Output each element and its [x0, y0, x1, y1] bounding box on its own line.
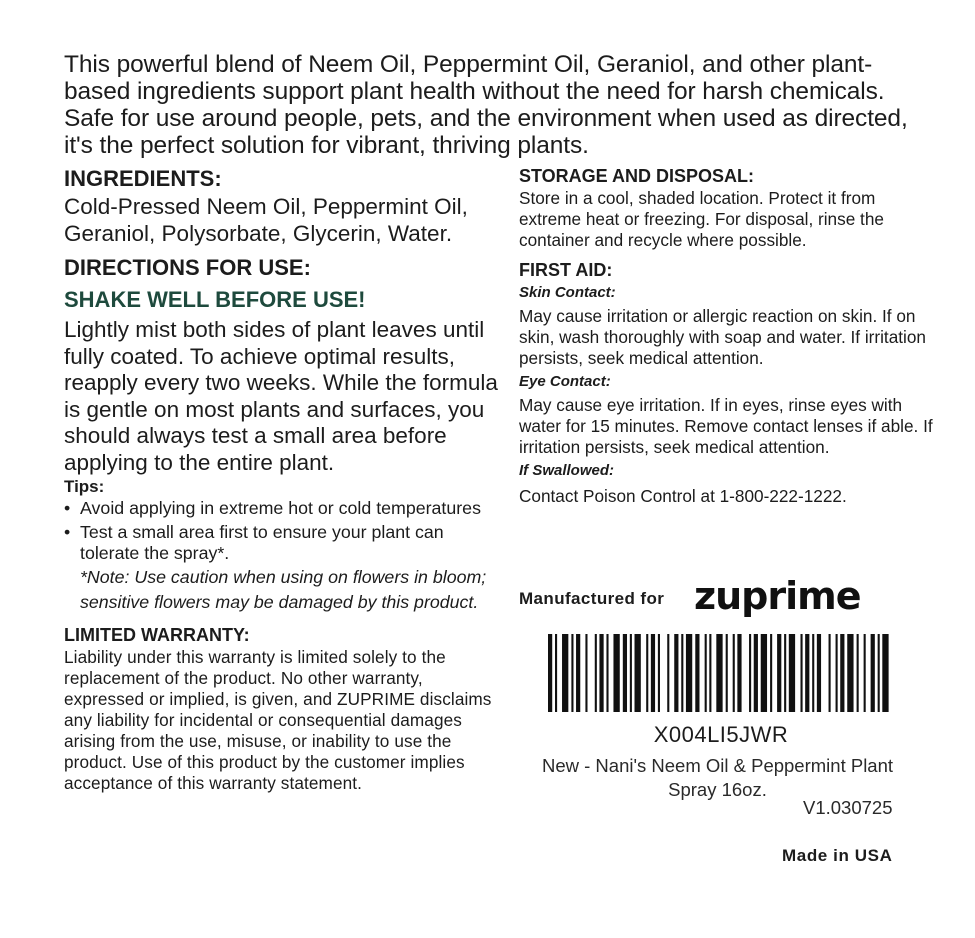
barcode-bar	[857, 634, 859, 712]
barcode-bar	[548, 634, 552, 712]
left-column	[64, 164, 506, 794]
shake-well-heading: SHAKE WELL BEFORE USE!	[64, 287, 366, 312]
barcode-bar	[705, 634, 707, 712]
barcode-bar	[695, 634, 699, 712]
barcode-bar	[817, 634, 821, 712]
product-name: New - Nani's Neem Oil & Peppermint Plant Spray 16oz.	[541, 755, 894, 800]
barcode-image	[548, 634, 894, 712]
barcode-bar	[800, 634, 802, 712]
barcode-bar	[606, 634, 608, 712]
first-aid-heading: FIRST AID:	[519, 260, 613, 280]
swallowed-heading: If Swallowed:	[519, 462, 615, 479]
barcode-bar	[829, 634, 831, 712]
eye-contact-heading: Eye Contact:	[519, 373, 611, 390]
directions-heading: DIRECTIONS FOR USE:	[64, 255, 311, 280]
barcode-bar	[812, 634, 814, 712]
barcode-bar	[651, 634, 655, 712]
zuprime-logo: zuprime	[694, 574, 861, 618]
tip-item: • Test a small area first to ensure your plant can tolerate the spray*.	[64, 522, 506, 564]
barcode-bar	[613, 634, 619, 712]
barcode-bar	[770, 634, 772, 712]
barcode-bar	[667, 634, 669, 712]
barcode-bar	[784, 634, 786, 712]
barcode-bar	[585, 634, 587, 712]
barcode-bar	[836, 634, 838, 712]
barcode-bar	[562, 634, 568, 712]
skin-contact-heading: Skin Contact:	[519, 284, 616, 301]
barcode-bar	[882, 634, 888, 712]
manufacturer-line	[519, 574, 919, 622]
tips-note: *Note: Use caution when using on flowers in bloom; sensitive flowers may be damaged by this product.	[80, 567, 487, 612]
barcode-bar	[635, 634, 641, 712]
barcode-bar	[630, 634, 632, 712]
barcode-bar	[681, 634, 683, 712]
barcode-bar	[864, 634, 866, 712]
barcode-bar	[749, 634, 751, 712]
tips-list	[64, 498, 506, 564]
directions-text: Lightly mist both sides of plant leaves until fully coated. To achieve optimal results, reapply every two weeks. While the formula is gentle on most plants and surfaces, you should always test a small area before applying to the entire plant.	[64, 317, 498, 475]
barcode-bar	[595, 634, 597, 712]
barcode-bar	[716, 634, 722, 712]
barcode-bar	[777, 634, 781, 712]
barcode-number: X004LI5JWR	[653, 722, 789, 747]
storage-text: Store in a cool, shaded location. Protect it from extreme heat or freezing. For disposal, rinse the container and recycle where possible.	[519, 188, 884, 250]
intro-paragraph: This powerful blend of Neem Oil, Peppermint Oil, Geraniol, and other plant-based ingredients support plant health without the need for harsh chemicals. Safe for use around people, pets, and the environment when used as directed, it's the perfect solution for vibrant, thriving plants.	[64, 51, 908, 159]
eye-contact-text: May cause eye irritation. If in eyes, rinse eyes with water for 15 minutes. Remove contact lenses if able. If irritation persists, seek medical attention.	[519, 395, 933, 457]
barcode-bar	[847, 634, 853, 712]
barcode-bar	[840, 634, 844, 712]
barcode-bar	[871, 634, 875, 712]
barcode-bar	[878, 634, 880, 712]
tip-item: • Avoid applying in extreme hot or cold temperatures	[64, 498, 506, 519]
barcode-bar	[789, 634, 795, 712]
warranty-heading: LIMITED WARRANTY:	[64, 625, 250, 645]
barcode-bar	[709, 634, 711, 712]
storage-heading: STORAGE AND DISPOSAL:	[519, 166, 755, 186]
barcode-bar	[754, 634, 758, 712]
barcode-bar	[686, 634, 692, 712]
skin-contact-text: May cause irritation or allergic reaction on skin. If on skin, wash thoroughly with soap and water. If irritation persists, seek medical attention.	[519, 306, 926, 368]
warranty-text: Liability under this warranty is limited solely to the replacement of the product. No other warranty, expressed or implied, is given, and ZUPRIME disclaims any liability for incidental or consequential damages arising from the use, misuse, or inability to use the product. Use of this product by the customer implies acceptance of this warranty statement.	[64, 647, 492, 793]
barcode-bar	[674, 634, 678, 712]
tips-label: Tips:	[64, 477, 105, 496]
barcode-bar	[571, 634, 573, 712]
barcode-bar	[576, 634, 580, 712]
barcode-bar	[599, 634, 603, 712]
ingredients-heading: INGREDIENTS:	[64, 166, 222, 191]
ingredients-text: Cold-Pressed Neem Oil, Peppermint Oil, Geraniol, Polysorbate, Glycerin, Water.	[64, 194, 468, 246]
barcode-bar	[733, 634, 735, 712]
barcode-bar	[726, 634, 728, 712]
barcode-bar	[737, 634, 741, 712]
barcode-bar	[761, 634, 767, 712]
barcode-bar	[623, 634, 627, 712]
barcode-bar	[658, 634, 660, 712]
version-label: V1.030725	[803, 797, 893, 818]
swallowed-text: Contact Poison Control at 1-800-222-1222.	[519, 486, 847, 506]
right-column	[519, 164, 939, 507]
manufactured-for-label: Manufactured for	[519, 589, 665, 608]
barcode-bar	[646, 634, 648, 712]
made-in-usa-label: Made in USA	[782, 846, 893, 865]
barcode-bar	[555, 634, 557, 712]
barcode-bar	[805, 634, 809, 712]
